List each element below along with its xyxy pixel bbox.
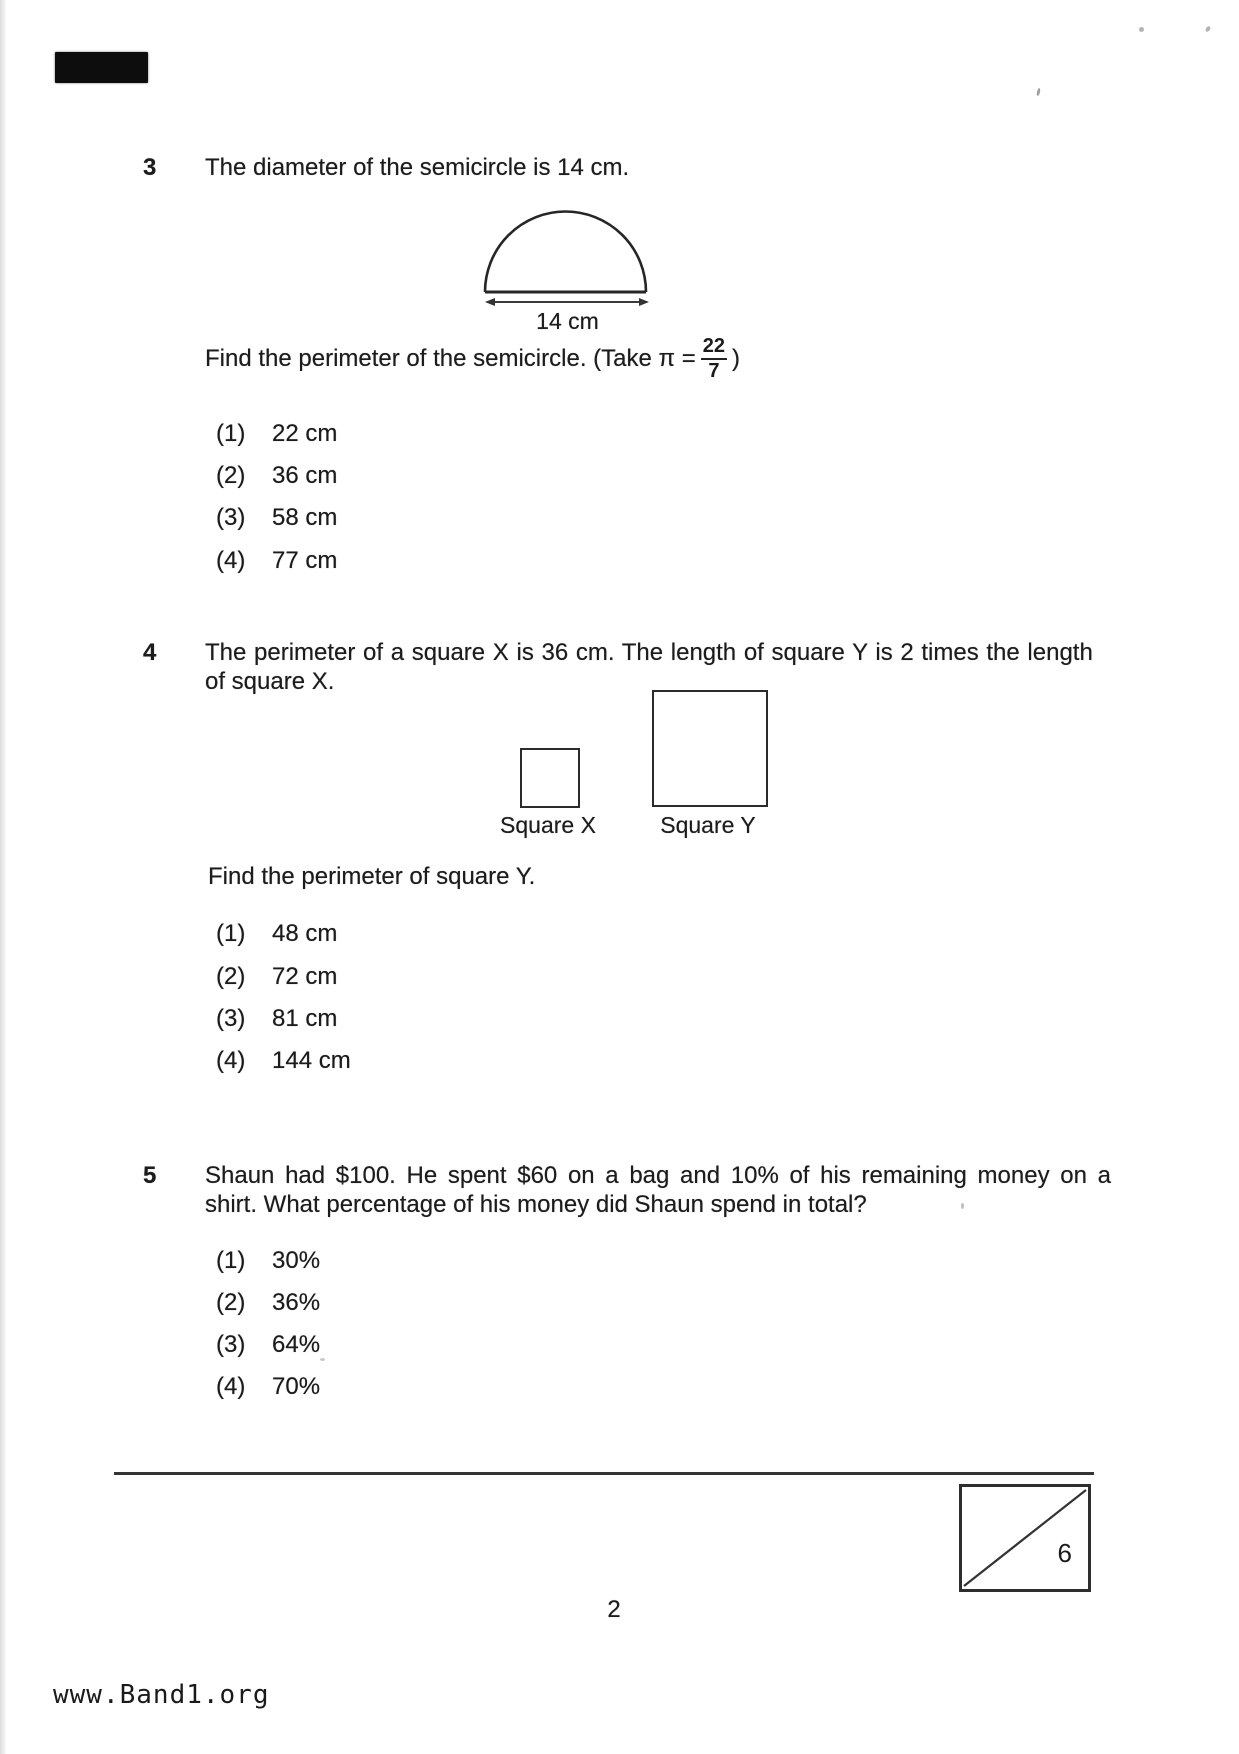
option-value: 64% — [272, 1331, 321, 1358]
pi-fraction — [701, 336, 727, 382]
q4-option-3 — [216, 1005, 337, 1033]
semicircle-diagram — [482, 208, 649, 296]
question-5-number: 5 — [143, 1162, 157, 1189]
go-on-corner-tab — [959, 1484, 1091, 1592]
q5-option-4 — [216, 1373, 320, 1401]
option-value: 70% — [272, 1373, 321, 1400]
page-number: 2 — [607, 1596, 621, 1623]
footer-divider-line — [114, 1472, 1094, 1475]
option-label: (1) — [216, 420, 246, 447]
question-3-text: The diameter of the semicircle is 14 cm. — [205, 154, 630, 181]
site-watermark: www.Band1.org — [53, 1680, 270, 1710]
option-label: (4) — [216, 1373, 246, 1400]
square-y-label: Square Y — [660, 812, 756, 838]
q3-option-2 — [216, 462, 337, 490]
option-value: 72 cm — [272, 963, 338, 990]
fraction-denominator: 7 — [708, 360, 720, 382]
option-value: 36% — [272, 1289, 321, 1316]
q4-option-4 — [216, 1047, 351, 1075]
scan-speck — [320, 1358, 325, 1361]
q5-option-2 — [216, 1289, 320, 1317]
question-3-number: 3 — [143, 154, 157, 181]
option-value: 48 cm — [272, 920, 338, 947]
square-y-shape — [652, 690, 768, 807]
option-label: (3) — [216, 1331, 246, 1358]
square-x-shape — [520, 748, 580, 808]
option-value: 36 cm — [272, 462, 338, 489]
option-label: (2) — [216, 462, 246, 489]
q4-option-2 — [216, 963, 337, 991]
scan-speck — [1036, 88, 1041, 96]
q5-option-1 — [216, 1247, 320, 1275]
diameter-dimension-arrow — [487, 301, 647, 303]
scan-left-edge-shadow — [0, 0, 7, 1754]
question-4-text-line2: of square X. — [205, 668, 335, 695]
scan-speck — [961, 1203, 964, 1209]
question-5-text-line2: shirt. What percentage of his money did Shaun spend in total? — [205, 1191, 867, 1218]
q4-option-1 — [216, 920, 337, 948]
option-value: 22 cm — [272, 420, 338, 447]
corner-tab-number: 6 — [1057, 1538, 1072, 1568]
arrowhead-left-icon — [485, 298, 495, 306]
diameter-dimension-label: 14 cm — [536, 308, 599, 334]
option-label: (4) — [216, 547, 246, 574]
q3-option-3 — [216, 504, 337, 532]
q3-option-4 — [216, 547, 337, 575]
redacted-school-name-block — [55, 52, 148, 83]
option-label: (2) — [216, 963, 246, 990]
q3-option-1 — [216, 420, 337, 448]
question-4-prompt: Find the perimeter of square Y. — [208, 863, 536, 890]
option-label: (1) — [216, 1247, 246, 1274]
question-3-prompt — [205, 335, 740, 382]
question-4-number: 4 — [143, 639, 157, 666]
fraction-numerator: 22 — [701, 336, 727, 360]
question-5-text-line1: Shaun had $100. He spent $60 on a bag and 10% of his remaining money on a — [205, 1162, 1111, 1189]
arrowhead-right-icon — [639, 298, 649, 306]
option-label: (3) — [216, 504, 246, 531]
scan-speck — [1205, 25, 1212, 32]
option-label: (2) — [216, 1289, 246, 1316]
q5-option-3 — [216, 1331, 320, 1359]
option-value: 144 cm — [272, 1047, 351, 1074]
square-x-label: Square X — [500, 812, 596, 838]
option-value: 81 cm — [272, 1005, 338, 1032]
question-3-prompt-suffix: ) — [732, 345, 740, 372]
option-label: (3) — [216, 1005, 246, 1032]
option-label: (4) — [216, 1047, 246, 1074]
option-label: (1) — [216, 920, 246, 947]
scan-speck — [1139, 27, 1144, 32]
question-4-text-line1: The perimeter of a square X is 36 cm. The length of square Y is 2 times the length — [205, 639, 1093, 666]
option-value: 58 cm — [272, 504, 338, 531]
question-3-prompt-prefix: Find the perimeter of the semicircle. (Take π = — [205, 345, 696, 372]
option-value: 77 cm — [272, 547, 338, 574]
option-value: 30% — [272, 1247, 321, 1274]
